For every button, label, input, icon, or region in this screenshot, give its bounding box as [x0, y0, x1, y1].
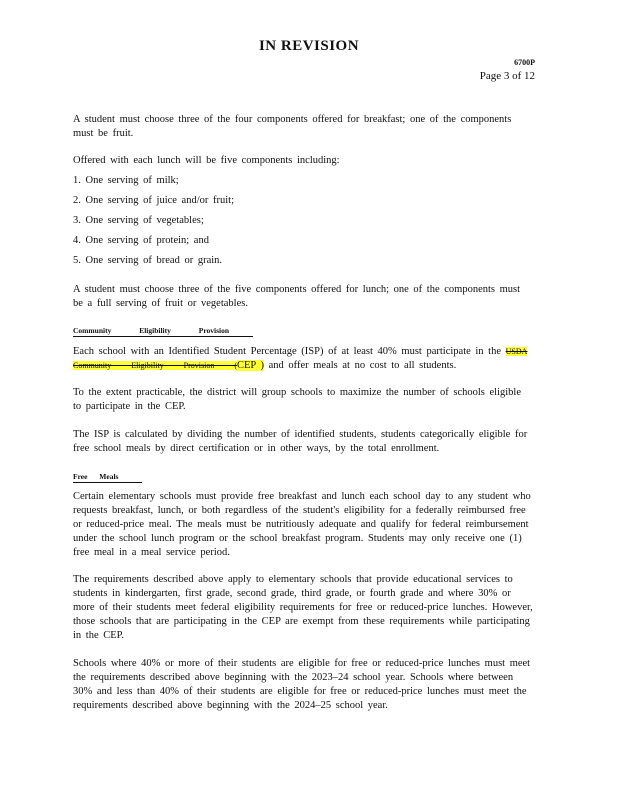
policy-code: 6700P [514, 58, 535, 67]
list-item: 4. One serving of protein; and [73, 235, 209, 246]
struck-text: USDA Community Eligibility Provision ( [73, 347, 528, 370]
page-number: Page 3 of 12 [479, 70, 535, 82]
list-item: 5. One serving of bread or grain. [73, 255, 223, 266]
isp-paragraph: The ISP is calculated by dividing the number of identified students, students categorically eligible for free school meals by direct certification or in other ways, by the total enrollment. [73, 429, 528, 454]
cep-heading: Community Eligibility Provision [73, 326, 253, 337]
breakfast-paragraph: A student must choose three of the four components offered for breakfast; one of the components must be fruit. [73, 114, 512, 139]
cep-paragraph-start: Each school with an Identified Student Percentage (ISP) of at least 40% must participate in the [73, 346, 502, 357]
lunch-paragraph: A student must choose three of the five components offered for lunch; one of the components must be a full serving of fruit or vegetables. [73, 284, 521, 309]
list-item: 1. One serving of milk; [73, 175, 179, 186]
cep-paragraph-end: and offer meals at no cost to all students. [264, 360, 457, 371]
cep-paragraph [73, 345, 533, 373]
schools-paragraph: Schools where 40% or more of their students are eligible for free or reduced-price lunches must meet the requirements described above beginning with the 2023–24 school year. Schools where between 30% and less than 40% of their students are eligible for free or reduced-price lunches must meet the requirements described above beginning with the 2024–25 school year. [73, 658, 531, 711]
free-meals-paragraph: Certain elementary schools must provide free breakfast and lunch each school day to any student who requests breakfast, lunch, or both regardless of the student's eligibility for a federally reimbursed free or reduced-price meal. The meals must be nutritiously adequate and qualify for federal reimbursement under the school lunch program or the school breakfast program. Students may only receive one (1) free meal in a meal service period. [73, 491, 531, 558]
requirements-paragraph: The requirements described above apply to elementary schools that provide educational services to students in kindergarten, first grade, second grade, third grade, or fourth grade and where 30% or more of their students meet federal eligibility requirements for free or reduced-price lunches. However, those schools that are participating in the CEP are exempt from these requirements while participating in the CEP. [73, 574, 533, 641]
page-title: IN REVISION [258, 38, 360, 54]
free-meals-heading: Free Meals [73, 472, 142, 483]
list-item: 3. One serving of vegetables; [73, 215, 204, 226]
lunch-components-list [73, 174, 234, 274]
list-item: 2. One serving of juice and/or fruit; [73, 195, 234, 206]
lunch-intro-paragraph: Offered with each lunch will be five components including: [73, 155, 340, 166]
highlighted-text: CEP ) [237, 360, 265, 371]
practicable-paragraph: To the extent practicable, the district will group schools to maximize the number of schools eligible to participate in the CEP. [73, 387, 521, 412]
